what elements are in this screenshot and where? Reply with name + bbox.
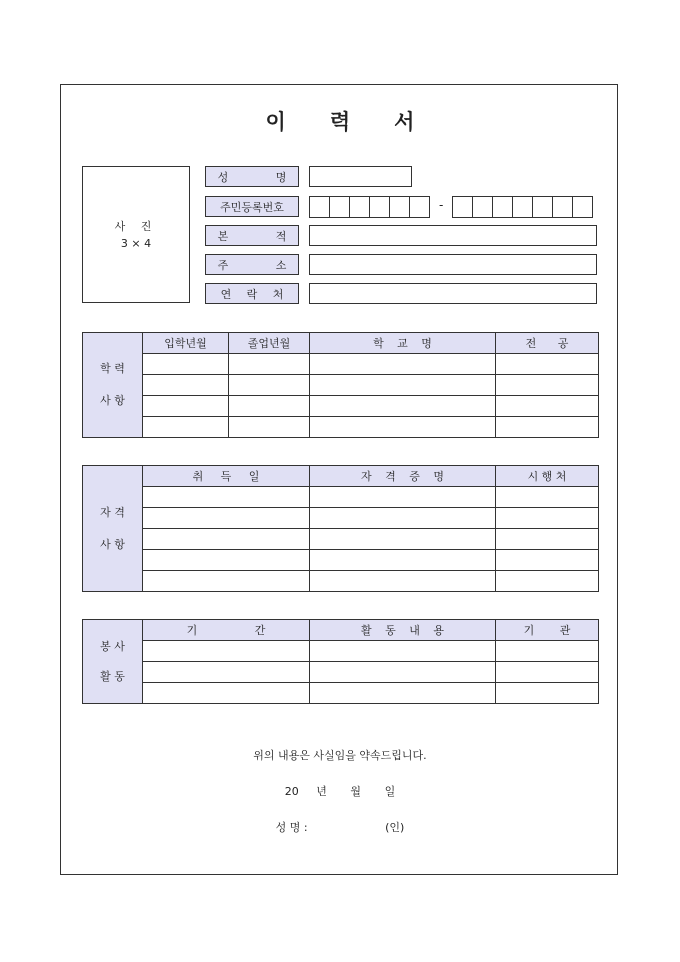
address-label	[205, 254, 299, 275]
rrn-digit-box[interactable]	[472, 196, 493, 218]
header-graduation-date: 졸업년월	[229, 333, 310, 354]
table-cell[interactable]	[229, 417, 310, 438]
volunteer-table	[82, 619, 599, 704]
table-row	[83, 487, 599, 508]
header-entrance-date: 입학년월	[143, 333, 229, 354]
table-cell[interactable]	[496, 571, 599, 592]
name-field[interactable]	[309, 166, 412, 187]
rrn-digit-box[interactable]	[369, 196, 390, 218]
table-row	[83, 683, 599, 704]
rrn-digit-box[interactable]	[552, 196, 573, 218]
table-cell[interactable]	[496, 396, 599, 417]
photo-label: 사 진	[114, 219, 158, 233]
rrn-digit-box[interactable]	[329, 196, 350, 218]
table-cell[interactable]	[310, 641, 496, 662]
table-cell[interactable]	[310, 571, 496, 592]
rrn-digit-box[interactable]	[309, 196, 330, 218]
address-field[interactable]	[309, 254, 597, 275]
table-cell[interactable]	[496, 529, 599, 550]
header-activity: 활 동 내 용	[310, 620, 496, 641]
origin-field[interactable]	[309, 225, 597, 246]
table-cell[interactable]	[496, 662, 599, 683]
rrn-label	[205, 196, 299, 217]
table-cell[interactable]	[143, 550, 310, 571]
name-label	[205, 166, 299, 187]
education-side-line1: 학 력	[100, 362, 125, 375]
table-cell[interactable]	[310, 354, 496, 375]
table-row	[83, 550, 599, 571]
rrn-digit-box[interactable]	[572, 196, 593, 218]
contact-label-text: 연 락 처	[220, 287, 284, 301]
contact-field[interactable]	[309, 283, 597, 304]
table-cell[interactable]	[310, 529, 496, 550]
title-char: 서	[394, 110, 415, 134]
table-cell[interactable]	[496, 641, 599, 662]
table-cell[interactable]	[496, 417, 599, 438]
header-organization: 기 관	[496, 620, 599, 641]
education-side-label	[83, 333, 143, 438]
rrn-digit-box[interactable]	[492, 196, 513, 218]
rrn-back-digits[interactable]	[452, 196, 593, 218]
table-cell[interactable]	[143, 571, 310, 592]
volunteer-side-line2: 활 동	[100, 669, 125, 683]
table-cell[interactable]	[310, 683, 496, 704]
certification-side-line1: 자 격	[100, 505, 125, 519]
table-cell[interactable]	[496, 683, 599, 704]
table-cell[interactable]	[496, 375, 599, 396]
table-cell[interactable]	[496, 354, 599, 375]
table-row	[83, 396, 599, 417]
table-cell[interactable]	[143, 641, 310, 662]
table-cell[interactable]	[143, 396, 229, 417]
table-cell[interactable]	[143, 662, 310, 683]
date-line	[0, 783, 680, 799]
header-issuer: 시 행 처	[496, 466, 599, 487]
rrn-label-text: 주민등록번호	[220, 200, 284, 214]
table-row	[83, 354, 599, 375]
table-cell[interactable]	[310, 375, 496, 396]
header-certificate-name: 자 격 증 명	[310, 466, 496, 487]
certification-side-label	[83, 466, 143, 592]
table-cell[interactable]	[496, 550, 599, 571]
table-cell[interactable]	[310, 487, 496, 508]
table-row	[83, 662, 599, 683]
rrn-digit-box[interactable]	[532, 196, 553, 218]
address-label-text: 주 소	[217, 258, 287, 272]
table-cell[interactable]	[229, 375, 310, 396]
table-cell[interactable]	[496, 487, 599, 508]
rrn-digit-box[interactable]	[349, 196, 370, 218]
table-cell[interactable]	[310, 508, 496, 529]
table-row	[83, 641, 599, 662]
table-cell[interactable]	[229, 354, 310, 375]
table-cell[interactable]	[143, 529, 310, 550]
rrn-digit-box[interactable]	[389, 196, 410, 218]
table-row	[83, 529, 599, 550]
signature-label: 성 명 :	[275, 821, 308, 834]
table-cell[interactable]	[143, 417, 229, 438]
table-cell[interactable]	[310, 662, 496, 683]
table-cell[interactable]	[310, 396, 496, 417]
header-school-name: 학 교 명	[310, 333, 496, 354]
certification-side-line2: 사 항	[100, 537, 125, 551]
table-row	[83, 375, 599, 396]
header-period: 기 간	[143, 620, 310, 641]
seal-mark: (인)	[385, 821, 405, 834]
signature-line	[0, 819, 680, 835]
photo-size: 3 × 4	[120, 236, 152, 250]
pledge-text: 위의 내용은 사실임을 약속드립니다.	[253, 749, 427, 762]
table-cell[interactable]	[143, 375, 229, 396]
header-acquired-date: 취 득 일	[143, 466, 310, 487]
origin-label-text: 본 적	[217, 229, 287, 243]
contact-label	[205, 283, 299, 304]
date-year-unit: 년	[316, 785, 327, 798]
table-cell[interactable]	[143, 487, 310, 508]
table-cell[interactable]	[310, 417, 496, 438]
date-month-unit: 월	[350, 785, 362, 798]
rrn-front-digits[interactable]	[309, 196, 430, 218]
table-row	[83, 508, 599, 529]
title-char: 이	[265, 110, 286, 134]
name-label-text: 성 명	[217, 170, 287, 184]
table-cell[interactable]	[143, 354, 229, 375]
education-side-line2: 사 항	[100, 394, 125, 407]
rrn-digit-box[interactable]	[512, 196, 533, 218]
origin-label	[205, 225, 299, 246]
table-cell[interactable]	[143, 508, 310, 529]
table-row	[83, 571, 599, 592]
table-cell[interactable]	[229, 396, 310, 417]
table-row	[83, 417, 599, 438]
education-table	[82, 332, 599, 438]
table-cell[interactable]	[310, 550, 496, 571]
document-title	[0, 106, 680, 136]
certification-table	[82, 465, 599, 592]
header-major: 전 공	[496, 333, 599, 354]
rrn-digit-box[interactable]	[452, 196, 473, 218]
table-cell[interactable]	[496, 508, 599, 529]
volunteer-side-line1: 봉 사	[100, 639, 125, 653]
title-char: 력	[329, 110, 351, 134]
volunteer-side-label	[83, 620, 143, 704]
rrn-separator: -	[439, 198, 444, 212]
table-cell[interactable]	[143, 683, 310, 704]
date-day-unit: 일	[384, 785, 396, 798]
date-year: 20	[284, 785, 299, 798]
rrn-digit-box[interactable]	[409, 196, 430, 218]
photo-placeholder[interactable]	[82, 166, 190, 303]
